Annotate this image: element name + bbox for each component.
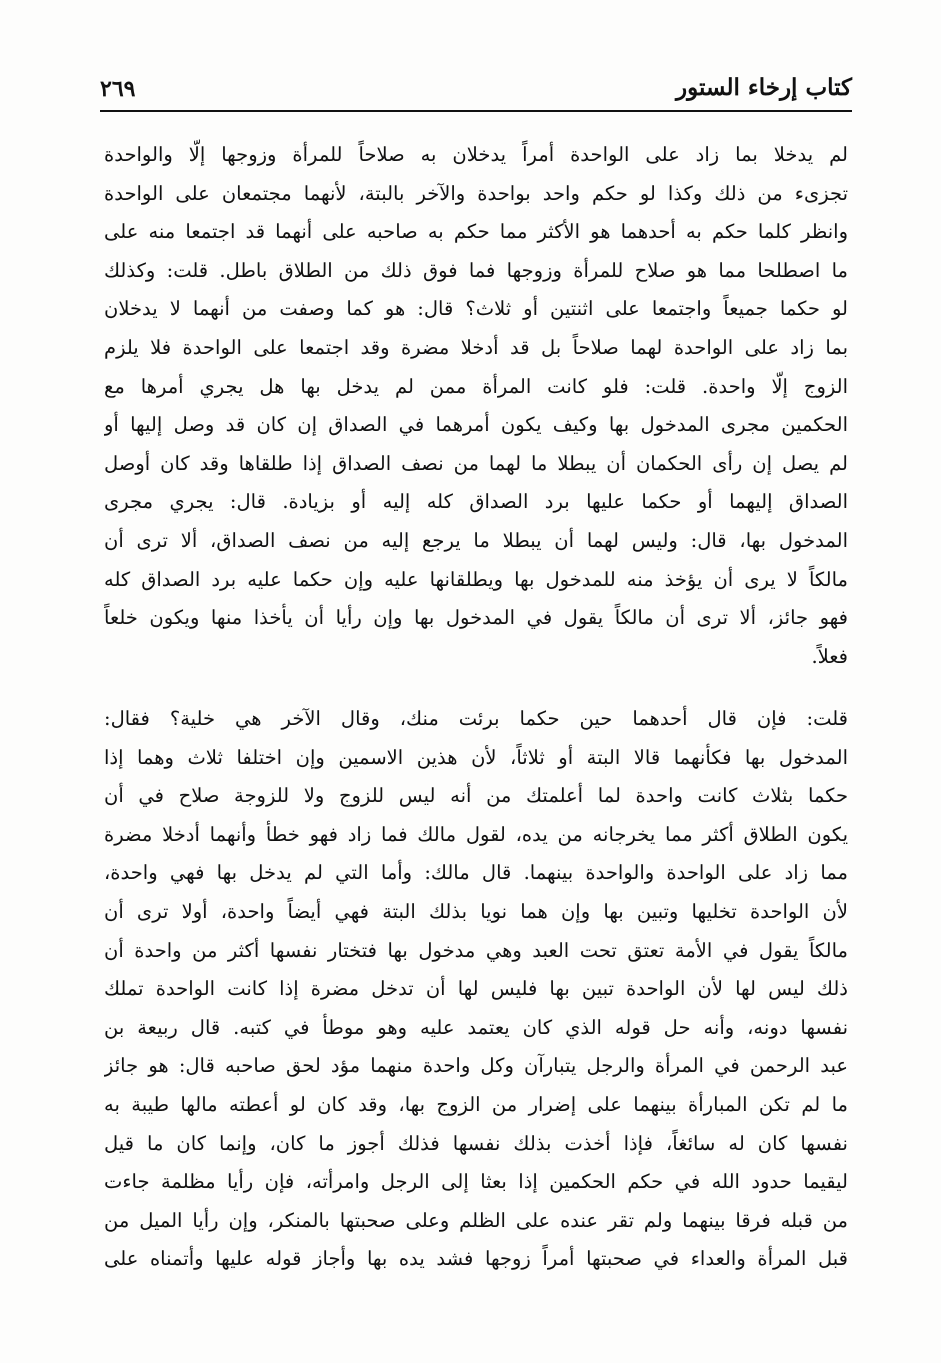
text-line: قبل المرأة والعداء في صحبتها أمراً زوجها فشد يده بها وأجاز قوله عليها وأتمناه على xyxy=(104,1247,848,1271)
text-line: مالكاً لا يرى أن يؤخذ منه للمدخول بها ويطلقانها عليه وإن حكما عليه برد الصداق كله xyxy=(104,567,848,591)
text-line: حكما بثلاث كانت واحدة لما أعلمتك من أنه ليس للزوج ولا للزوجة صلاح في أن xyxy=(104,784,848,808)
text-line: وانظر كلما حكم به أحدهما هو الأكثر مما حكم به صاحبه على أنهما قد اجتمعا منه على xyxy=(104,220,848,244)
text-line: ذلك ليس لها لأن الواحدة تبين بها فليس لها أن تدخل مضرة إذا كانت الواحدة تملك xyxy=(104,977,848,1001)
book-title: كتاب إرخاء الستور xyxy=(676,74,852,101)
text-line: قلت: فإن قال أحدهما حين حكما برئت منك، وقال الآخر هي خلية؟ فقال: xyxy=(104,707,848,730)
page-number: ٢٦٩ xyxy=(100,76,136,102)
text-line: من قبله فرقا بينهما ولم تقر عنده على الظلم وعلى صحبتها بالمنكر، وإن رأيا الميل من xyxy=(104,1208,848,1232)
text-line: لم يدخلا بما زاد على الواحدة أمراً يدخلان به صلاحاً للمرأة وزوجها إلّا والواحدة xyxy=(104,143,848,166)
text-line: فهو جائز، ألا ترى أن مالكاً يقول في المدخول بها وإن رأيا أن يأخذا منها ويكون خلعاً xyxy=(104,606,848,630)
text-line: مما زاد على الواحدة والواحدة بينهما. قال مالك: وأما التي لم يدخل بها فهي واحدة، xyxy=(104,861,848,885)
text-line: بما زاد على الواحدة لهما صلاحاً بل قد أدخلا مضرة وقد اجتمعا على الواحدة فلا يلزم xyxy=(104,335,848,359)
text-line: ما لم تكن المبارأة بينهما على إضرار من الزوج بها، وقد كان لو أعطته مالها طيبة به xyxy=(104,1092,848,1116)
text-line: لم يصل إن رأى الحكمان أن يبطلا ما لهما من نصف الصداق إذا طلقاها وقد كان أوصل xyxy=(104,451,848,475)
text-line: مالكاً يقول في الأمة تعتق تحت العبد وهي مدخول بها فتختار نفسها أكثر من واحدة أن xyxy=(104,938,848,962)
text-line: ليقيما حدود الله في حكم الحكمين إذا بعثا إلى الرجل وامرأته، فإن رأيا مظلمة جاءت xyxy=(104,1170,848,1194)
text-line: الزوج إلّا واحدة. قلت: فلو كانت المرأة ممن لم يدخل بها هل يجري أمرها مع xyxy=(104,374,848,398)
running-header xyxy=(100,68,852,108)
text-line: لو حكما جميعاً واجتمعا على اثنتين أو ثلاث؟ قال: هو كما وصفت من أنهما لا يدخلان xyxy=(104,297,848,321)
text-line: نفسها دونه، وأنه حل قوله الذي كان يعتمد عليه وهو موطأ في كتبه. قال ربيعة بن xyxy=(104,1015,848,1039)
text-line: ما اصطلحا مما هو صلاح للمرأة وزوجها فما فوق ذلك من الطلاق باطل. قلت: وكذلك xyxy=(104,258,848,282)
text-line: الصداق إليهما أو حكما عليها برد الصداق كله إليه أو بزيادة. قال: يجري مجرى xyxy=(104,490,848,514)
paragraph-2 xyxy=(104,700,848,1279)
text-line: عبد الرحمن في المرأة والرجل يتبارآن وكل واحدة منهما مؤد لحق صاحبه قال: هو جائز xyxy=(104,1054,848,1078)
text-line: فعلاً. xyxy=(811,644,848,668)
text-line: المدخول بها فكأنهما قالا البتة أو ثلاثاً، لأن هذين الاسمين وإن اختلفا ثلاث وهما إذا xyxy=(104,745,848,769)
text-line: نفسها كان له سائغاً، فإذا أخذت بذلك نفسها فذلك أجوز ما كان، وإنما كان ما قيل xyxy=(104,1131,848,1155)
text-line: الحكمين مجرى المدخول بها وكيف يكون أمرهما في الصداق إن كان قد وصل إليها أو xyxy=(104,413,848,437)
text-line: لأن الواحدة تخليها وتبين بها وإن هما نويا بذلك البتة فهي أيضاً واحدة، أولا ترى أن xyxy=(104,899,848,923)
text-line: تجزىء من ذلك وكذا لو حكم واحد بواحدة والآخر بالبتة، لأنهما مجتمعان على الواحدة xyxy=(104,181,848,205)
text-line: المدخول بها، قال: وليس لهما أن يبطلا ما يرجع إليه من نصف الصداق، ألا ترى أن xyxy=(104,528,848,552)
text-line: يكون الطلاق أكثر مما يخرجانه من يده، لقول مالك فما زاد فهو خطأ وأنهما أدخلا مضرة xyxy=(104,822,848,846)
paragraph-1 xyxy=(104,136,848,676)
header-rule xyxy=(100,110,852,112)
